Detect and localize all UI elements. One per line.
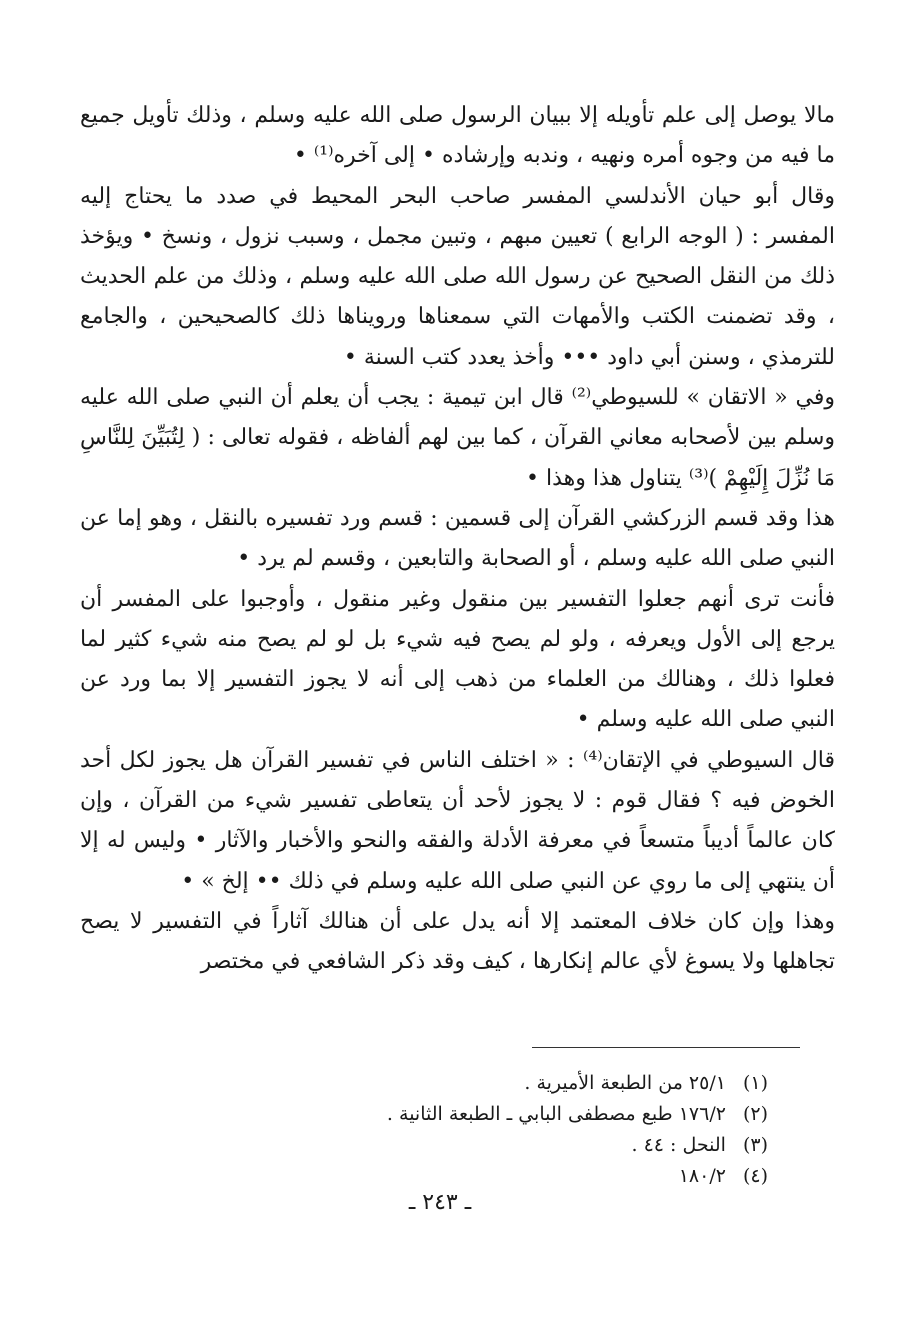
footnote-text: النحل : ٤٤ . xyxy=(631,1134,726,1156)
paragraph-4: هذا وقد قسم الزركشي القرآن إلى قسمين : قسم ورد تفسيره بالنقل ، وهو إما عن النبي صلى الله عليه وسلم ، أو الصحابة والتابعين ، وقسم لم يرد • xyxy=(80,505,835,572)
footnote-text: ١٧٦/٢ طبع مصطفى البابي ـ الطبعة الثانية . xyxy=(386,1103,726,1125)
main-text xyxy=(80,96,835,983)
paragraph-1: مالا يوصل إلى علم تأويله إلا ببيان الرسول صلى الله عليه وسلم ، وذلك تأويل جميع ما فيه من وجوه أمره ونهيه ، وندبه وإرشاده • إلى آخره⁽¹⁾ • xyxy=(80,103,835,169)
page-number: ـ ٢٤٣ ـ xyxy=(408,1190,472,1215)
paragraph-2: وقال أبو حيان الأندلسي المفسر صاحب البحر المحيط في صدد ما يحتاج إليه المفسر : ( الوجه الرابع ) تعيين مبهم ، وتبين مجمل ، وسبب نزول ، ونسخ • ويؤخذ ذلك من النقل الصحيح عن رسول الله صلى الله عليه وسلم ، وذلك من علم الحديث ، وقد تضمنت الكتب والأمهات التي سمعناها ورويناها ذلك كالصحيحين ، والجامع للترمذي ، وسنن أبي داود ••• وأخذ يعدد كتب السنة • xyxy=(80,183,835,370)
paragraph-7: وهذا وإن كان خلاف المعتمد إلا أنه يدل على أن هنالك آثاراً في التفسير لا يصح تجاهلها ولا يسوغ لأي عالم إنكارها ، كيف وقد ذكر الشافعي في مختصر xyxy=(80,908,835,975)
footnote-number: (١) xyxy=(742,1072,768,1094)
footnote-text: ٢٥/١ من الطبعة الأميرية . xyxy=(524,1072,726,1094)
footnote-3 xyxy=(248,1130,768,1161)
paragraph-3: وفي « الاتقان » للسيوطي⁽²⁾ قال ابن تيمية : يجب أن يعلم أن النبي صلى الله عليه وسلم بين لأصحابه معاني القرآن ، كما بين لهم ألفاظه ، فقوله تعالى : ( لِتُبَيِّنَ لِلنَّاسِ مَا نُزِّلَ إِلَيْهِمْ )⁽³⁾ يتناول هذا وهذا • xyxy=(80,385,835,491)
footnote-text: ١٨٠/٢ xyxy=(678,1165,726,1187)
footnote-2 xyxy=(248,1099,768,1130)
footnote-1 xyxy=(248,1068,768,1099)
footnote-number: (٣) xyxy=(742,1134,768,1156)
paragraph-5: فأنت ترى أنهم جعلوا التفسير بين منقول وغير منقول ، وأوجبوا على المفسر أن يرجع إلى الأول ويعرفه ، ولو لم يصح فيه شيء بل لو لم يصح منه شيء كثير لما فعلوا ذلك ، وهنالك من العلماء من ذهب إلى أنه لا يجوز التفسير إلا بما ورد عن النبي صلى الله عليه وسلم • xyxy=(80,586,835,733)
footnote-number: (٤) xyxy=(742,1165,768,1187)
footnotes xyxy=(248,1068,768,1192)
paragraph-6: قال السيوطي في الإتقان⁽⁴⁾ : « اختلف الناس في تفسير القرآن هل يجوز لكل أحد الخوض فيه ؟ فقال قوم : لا يجوز لأحد أن يتعاطى تفسير شيء من القرآن ، وإن كان عالماً أديباً متسعاً في معرفة الأدلة والفقه والنحو والأخبار والآثار • وليس له إلا أن ينتهي إلى ما روي عن النبي صلى الله عليه وسلم في ذلك •• إلخ » • xyxy=(80,747,835,894)
footnote-4 xyxy=(248,1161,768,1192)
footnote-separator xyxy=(532,1047,800,1048)
footnote-number: (٢) xyxy=(742,1103,768,1125)
